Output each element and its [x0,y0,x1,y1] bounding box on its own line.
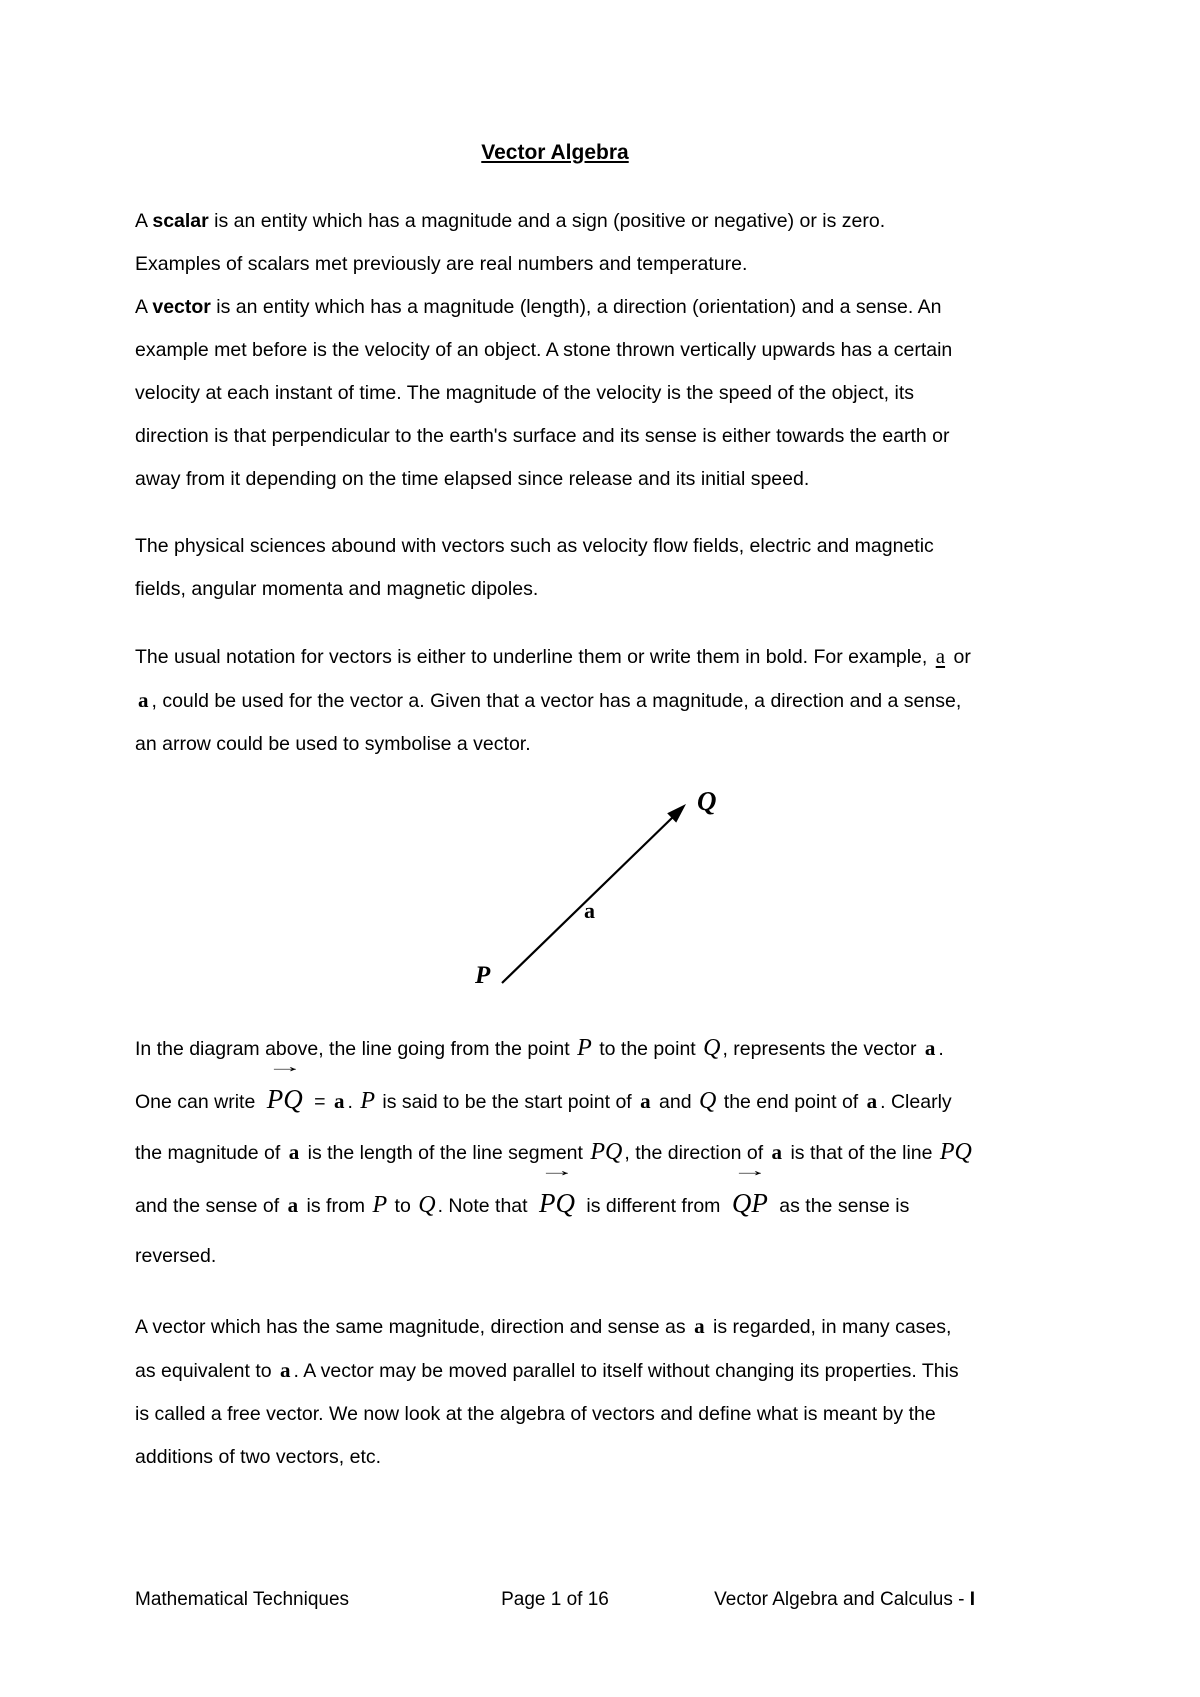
vector-arrow-notation: → PQ [538,1161,576,1218]
math-symbol: P [360,1088,375,1114]
text-run: . A vector may be moved parallel to itself without changing its properties. This is called a free vector. We now look at the algebra of vectors and define what is meant by the additions of two vectors, etc. [135,1360,959,1468]
math-symbol: a [280,1358,291,1382]
math-symbol: a [771,1140,783,1164]
text-run: is the length of the line segment [302,1142,589,1164]
footer-course-name: Mathematical Techniques [135,1589,350,1610]
text-run: . One can write [135,1038,944,1113]
text-run: . Clearly the magnitude of [135,1091,952,1164]
overhead-arrow-icon: → [266,1057,304,1076]
text-run: , represents the vector [722,1038,922,1060]
footer-section-name [609,1588,975,1612]
text-run: is an entity which has a magnitude (length), a direction (orientation) and a sense. An example met before is the velocity of an object. A stone thrown vertically upwards has a certain velocity at each instant of time. The magnitude of the velocity is the speed of the object, its direction is that perpendicular to the earth's surface and its sense is either towards the earth or away from it depending on the time elapsed since release and its initial speed. [135,296,953,490]
math-symbol: a [333,1089,345,1113]
diagram-label-p: P [475,962,491,989]
text-run: , could be used for the vector a. Given that a vector has a magnitude, a direction and a sense, an arrow could be used to symbolise a vector. [135,690,962,755]
page-footer [135,1588,975,1612]
math-symbol: Q [699,1088,717,1114]
text-run: or [948,646,971,668]
vector-arrow-graphic [135,790,975,995]
vector-arrow-notation: → QP [731,1161,769,1218]
diagram-label-q: Q [697,786,717,816]
text-run: is that of the line [785,1142,938,1164]
math-symbol: PQ [939,1139,972,1165]
text-run: = [308,1091,331,1113]
text-run: is from [301,1195,371,1217]
text-run: . Note that [437,1195,533,1217]
footer-page-number: Page 1 of 16 [501,1589,609,1610]
text-run: is an entity which has a magnitude and a sign (positive or negative) or is zero. Examples of scalars met previously are real numbers and temperature. [135,210,886,275]
text-run: vector [152,296,211,318]
vector-diagram [135,786,975,995]
text-run: The usual notation for vectors is either to underline them or write them in bold. For example, [135,646,933,668]
text-run: and the sense of [135,1195,285,1217]
math-symbol: a [694,1314,705,1338]
text-run: and [653,1091,698,1113]
text-run: A [135,296,153,318]
text-run: is said to be the start point of [376,1091,638,1113]
paragraphs-before-diagram [135,200,975,766]
math-symbol: a [640,1089,651,1113]
paragraph [135,525,975,611]
math-symbol: a [288,1140,300,1164]
math-symbol: P [577,1035,592,1061]
diagram-label-a: a [584,898,595,923]
math-symbol: a [935,644,946,668]
math-symbol: PQ [590,1139,623,1165]
text-run: A [135,210,153,232]
text-run: as the sense is reversed. [135,1195,910,1267]
text-run: , the direction of [624,1142,769,1164]
math-symbol: P [372,1192,388,1218]
paragraph [135,1023,975,1281]
text-run: In the diagram above, the line going from the point [135,1038,576,1060]
text-run: A vector which has the same magnitude, direction and sense as [135,1316,692,1338]
paragraph [135,635,975,766]
text-run: . [347,1091,359,1113]
text-run: The physical sciences abound with vectors such as velocity flow fields, electric and magnetic fields, angular momenta and magnetic dipoles. [135,535,934,600]
math-symbol: a [287,1193,299,1217]
paragraph [135,1305,975,1479]
document-content [135,140,975,1503]
text-run: the end point of [718,1091,864,1113]
text-run: is different from [580,1195,726,1217]
math-symbol: a [866,1089,878,1113]
footer-section-numeral: I [969,1589,975,1610]
math-symbol: a [138,688,149,712]
text-run: to the point [593,1038,702,1060]
math-symbol: Q [703,1035,721,1061]
text-run: scalar [152,210,209,232]
math-symbol: Q [418,1192,436,1218]
math-symbol: a [924,1036,936,1060]
paragraphs-after-diagram [135,1023,975,1479]
text-run: is regarded, in many cases, as equivalent to [135,1316,952,1382]
footer-section-text: Vector Algebra and Calculus - [714,1589,970,1610]
overhead-arrow-icon: → [731,1161,769,1180]
page-title: Vector Algebra [481,141,629,164]
vector-arrow-notation: → PQ [266,1057,304,1114]
overhead-arrow-icon: → [538,1161,576,1180]
paragraph [135,200,975,501]
text-run: to [389,1195,417,1217]
